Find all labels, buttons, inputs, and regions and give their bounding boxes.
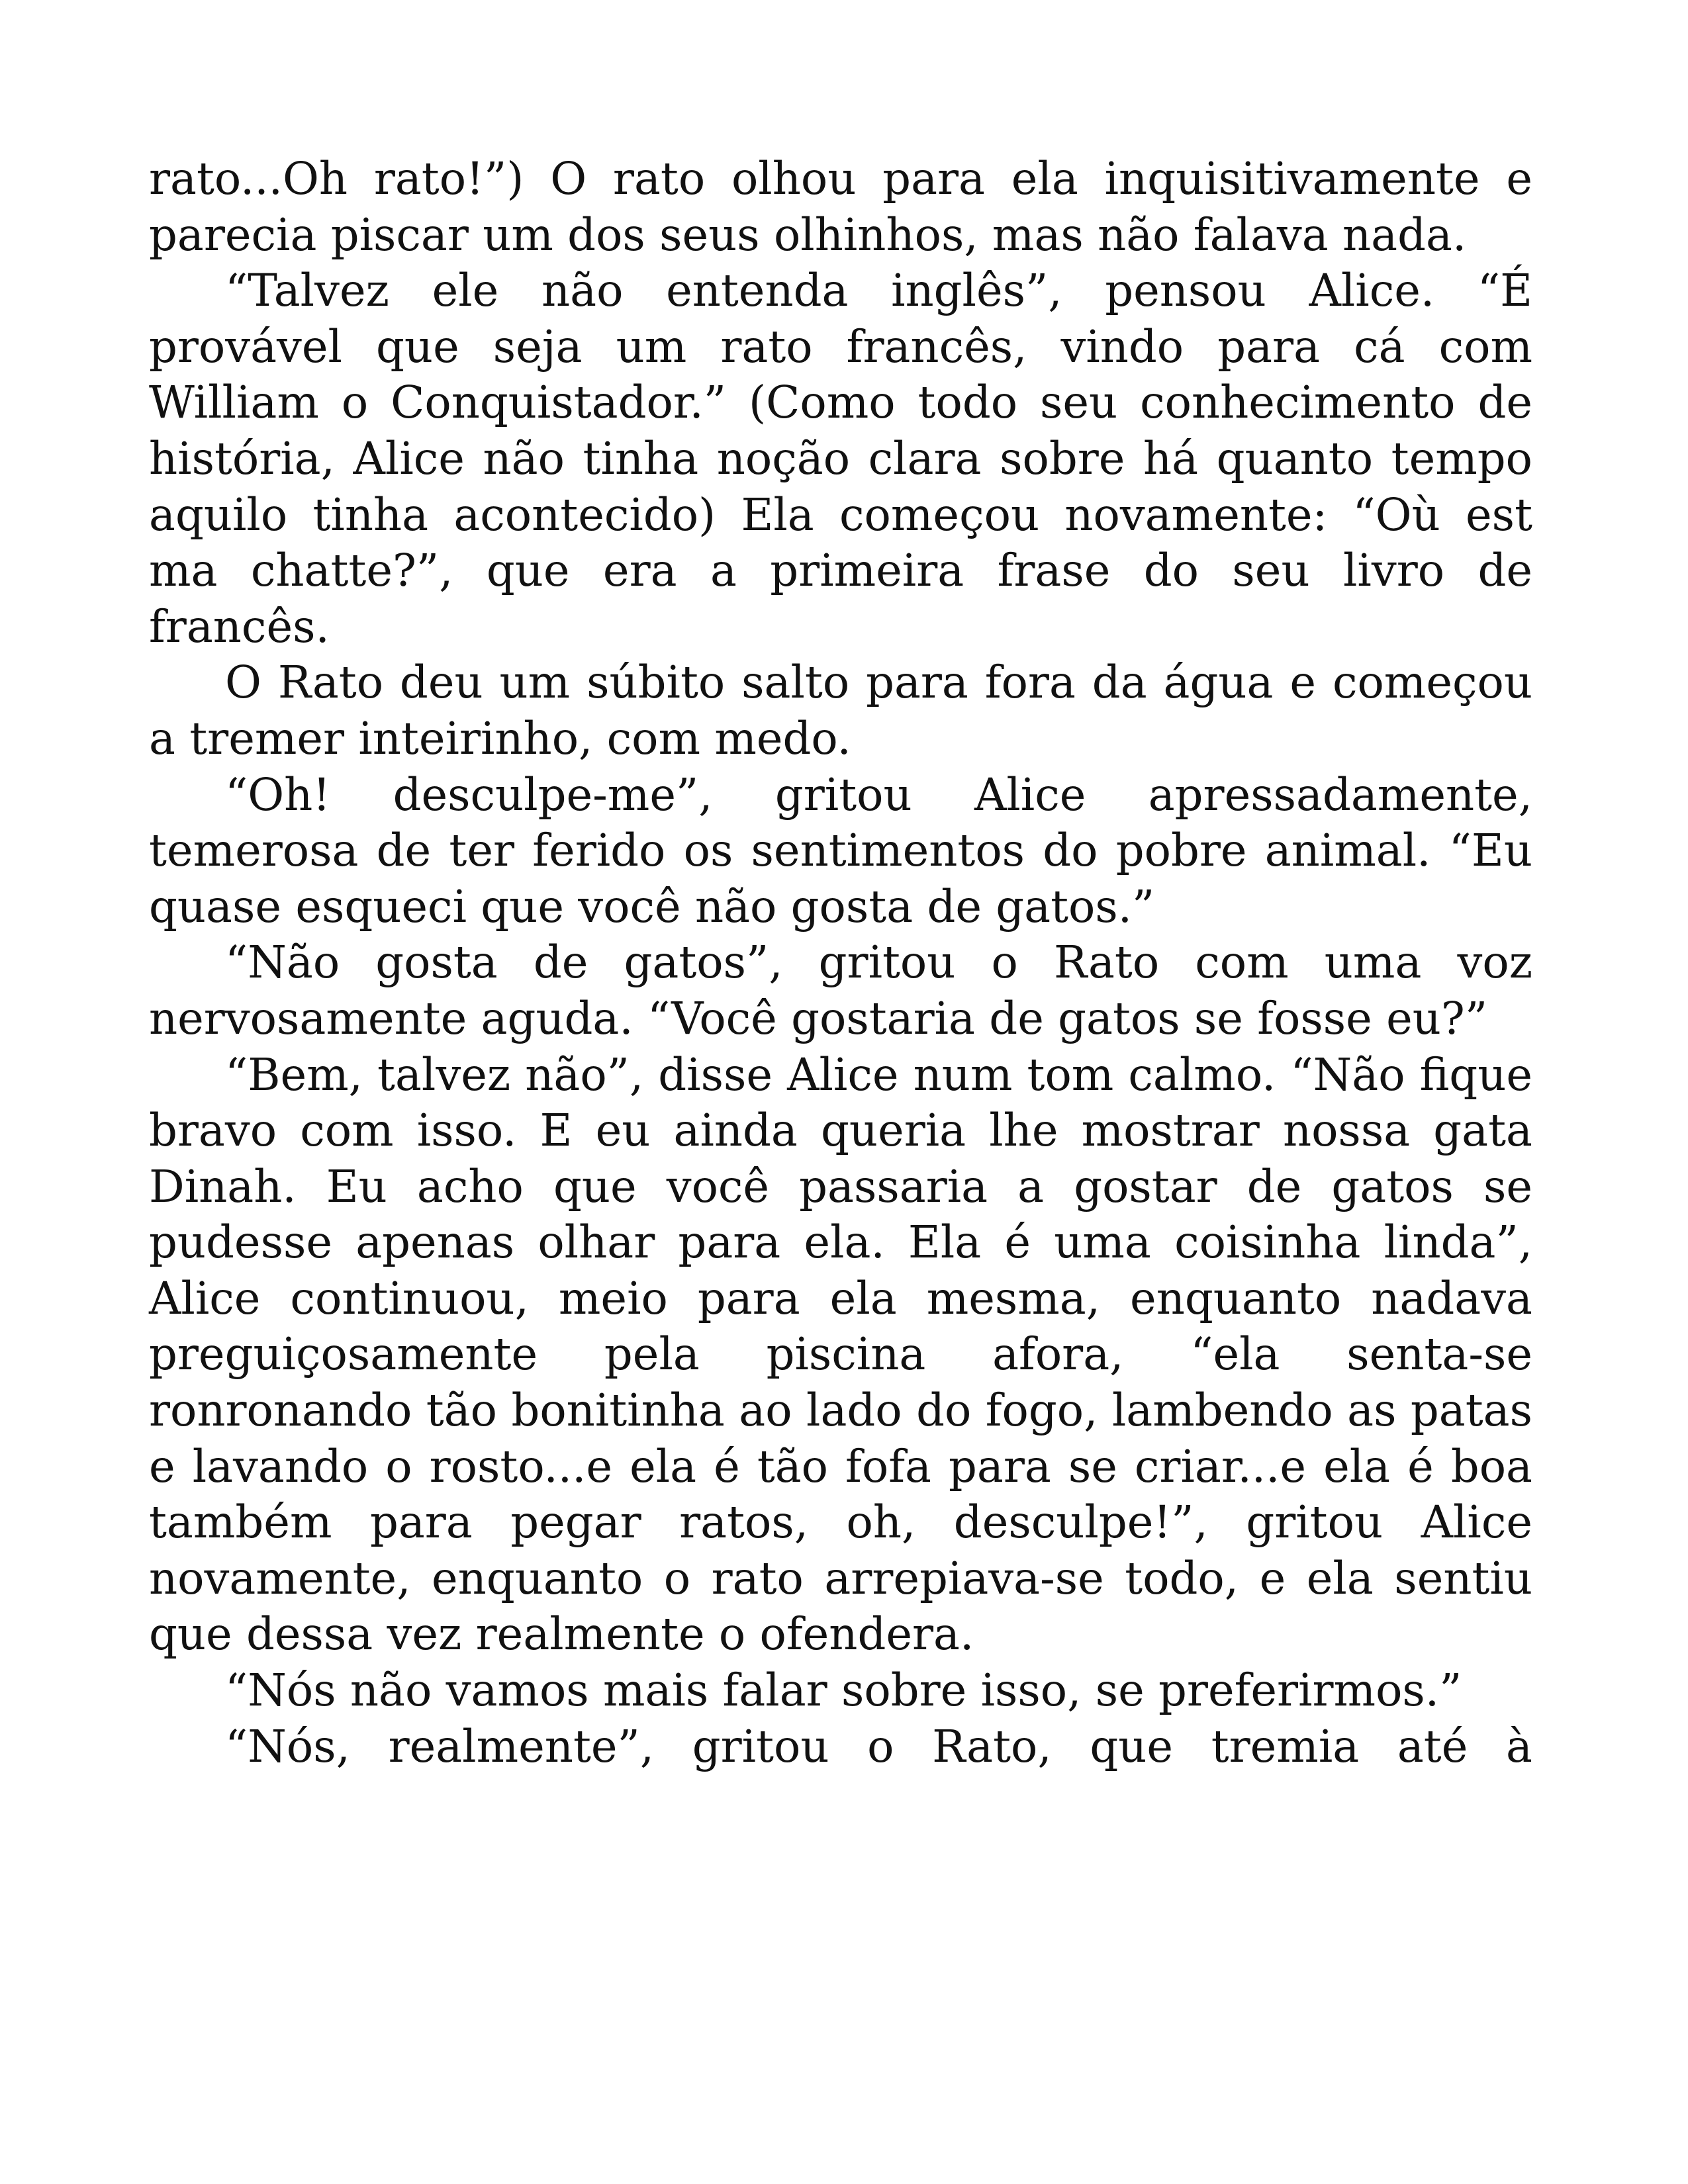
paragraph: “Bem, talvez não”, disse Alice num tom calmo. “Não fique bravo com isso. E eu ainda queria lhe mostrar nossa gata Dinah. Eu acho que você passaria a gostar de gatos se pudesse apenas olhar para ela. Ela é uma coisinha linda”, Alice continuou, meio para ela mesma, enquanto nadava preguiçosamente pela piscina afora, “ela senta-se ronronando tão bonitinha ao lado do fogo, lambendo as patas e lavando o rosto...e ela é tão fofa para se criar...e ela é boa também para pegar ratos, oh, desculpe!”, gritou Alice novamente, enquanto o rato arrepiava-se todo, e ela sentiu que dessa vez realmente o ofendera.: [149, 1048, 1532, 1661]
paragraph: “Não gosta de gatos”, gritou o Rato com uma voz nervosamente aguda. “Você gostaria de gatos se fosse eu?”: [149, 936, 1532, 1044]
paragraph: “Talvez ele não entenda inglês”, pensou Alice. “É provável que seja um rato francês, vindo para cá com William o Conquistador.” (Como todo seu conhecimento de história, Alice não tinha noção clara sobre há quanto tempo aquilo tinha acontecido) Ela começou novamente: “Où est ma chatte?”, que era a primeira frase do seu livro de francês.: [149, 265, 1532, 653]
paragraph: rato...Oh rato!”) O rato olhou para ela inquisitivamente e parecia piscar um dos seus olhinhos, mas não falava nada.: [149, 153, 1532, 261]
paragraph: “Nós não vamos mais falar sobre isso, se preferirmos.”: [225, 1664, 1462, 1717]
body-text: [149, 151, 1532, 1774]
paragraph: “Oh! desculpe-me”, gritou Alice apressadamente, temerosa de ter ferido os sentimentos do pobre animal. “Eu quase esqueci que você não gosta de gatos.”: [149, 768, 1532, 933]
paragraph: O Rato deu um súbito salto para fora da água e começou a tremer inteirinho, com medo.: [149, 657, 1532, 764]
paragraph: “Nós, realmente”, gritou o Rato, que tremia até à: [225, 1720, 1532, 1772]
